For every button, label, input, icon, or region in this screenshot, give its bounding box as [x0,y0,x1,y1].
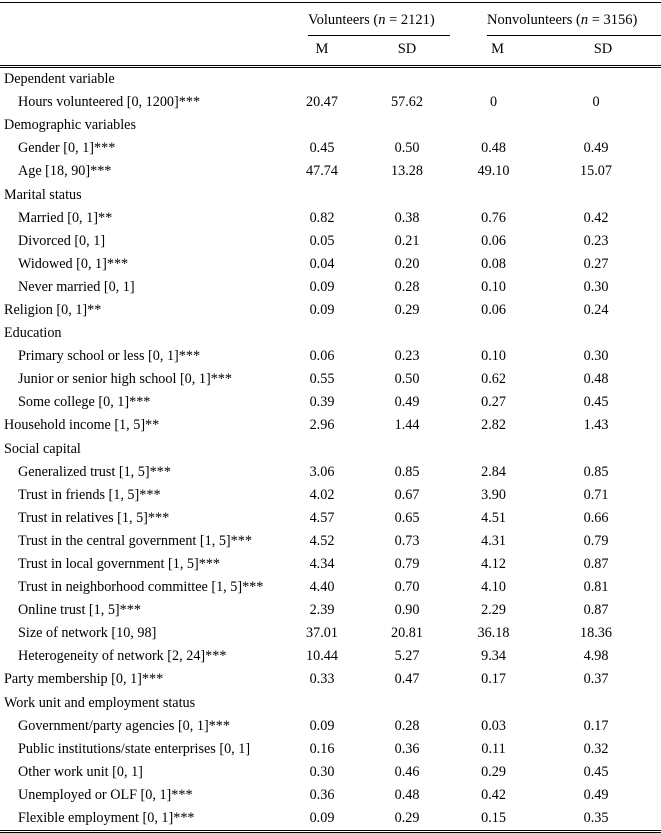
value-cell: 0.05 [309,232,335,249]
value-cell: 0.49 [583,786,609,803]
value-cell: 0.46 [394,763,420,780]
value-cell: 0.39 [309,394,335,411]
value-cell: 0.15 [481,810,506,827]
value-cell: 0.06 [481,232,506,249]
column-header-row [0,36,661,66]
value-cell [280,437,364,460]
row-label: Junior or senior high school [0, 1]*** [18,371,232,388]
table-header [0,3,661,67]
value-cell: 0.06 [481,301,506,318]
section-row [0,437,661,460]
value-cell: 0.65 [394,509,420,526]
value-cell: 0.37 [583,671,609,688]
value-cell [364,183,450,206]
value-cell: 0.70 [394,579,420,596]
section-label: Education [4,325,62,342]
table-row [0,737,661,760]
table-row [0,229,661,252]
value-cell: 4.02 [309,486,335,503]
value-cell: 4.12 [481,556,506,573]
value-cell: 0.81 [583,579,609,596]
value-cell: 15.07 [580,163,612,180]
value-cell: 0.03 [481,717,506,734]
value-cell: 36.18 [477,625,510,642]
row-label: Primary school or less [0, 1]*** [18,348,201,365]
value-cell: 0.16 [309,740,335,757]
value-cell: 0.85 [583,463,609,480]
value-cell [364,114,450,137]
table-body [0,66,661,831]
row-label: Trust in neighborhood committee [1, 5]*** [18,579,264,596]
value-cell: 4.52 [309,532,335,549]
value-cell: 0.42 [481,786,506,803]
value-cell [280,691,364,714]
table-row [0,622,661,645]
value-cell: 0.17 [583,717,609,734]
value-cell: 4.98 [583,648,609,665]
col-header-sd-nonvolunteers: SD [545,36,661,66]
value-cell: 0.47 [394,671,420,688]
value-cell: 0.71 [583,486,609,503]
value-cell: 0.90 [394,602,420,619]
table-row [0,576,661,599]
value-cell: 0.23 [583,232,609,249]
group-header-volunteers [280,3,450,36]
value-cell: 0.50 [394,140,420,157]
value-cell: 4.51 [481,509,506,526]
table-row [0,368,661,391]
row-label: Government/party agencies [0, 1]*** [18,717,230,734]
value-cell: 0.48 [481,140,506,157]
value-cell [450,437,545,460]
value-cell [450,322,545,345]
value-cell: 0.67 [394,486,420,503]
row-label: Other work unit [0, 1] [18,763,143,780]
value-cell: 0.30 [309,763,335,780]
value-cell [545,437,661,460]
value-cell: 0.28 [394,278,420,295]
col-header-m-volunteers: M [280,36,364,66]
value-cell: 0.45 [583,763,609,780]
value-cell: 47.74 [306,163,338,180]
value-cell: 0.79 [394,556,420,573]
value-cell [364,691,450,714]
row-label: Never married [0, 1] [18,278,135,295]
value-cell: 0.23 [394,348,420,365]
table-row [0,645,661,668]
value-cell [545,322,661,345]
value-cell: 0.49 [583,140,609,157]
row-label: Trust in friends [1, 5]*** [18,486,161,503]
value-cell: 0.55 [309,371,335,388]
value-cell: 0.08 [481,255,506,272]
row-label: Household income [1, 5]** [4,417,160,434]
value-cell: 20.47 [306,94,338,111]
table-row [0,807,661,832]
value-cell [450,691,545,714]
value-cell: 0.85 [394,463,420,480]
value-cell: 0.48 [583,371,609,388]
value-cell: 2.82 [481,417,506,434]
row-label: Generalized trust [1, 5]*** [18,463,171,480]
value-cell [545,691,661,714]
table-row [0,784,661,807]
value-cell: 3.90 [481,486,506,503]
table-row [0,160,661,183]
group-label-nonvolunteers [487,12,661,36]
group-label-prefix: Nonvolunteers ( [487,12,581,28]
group-header-row [0,3,661,36]
value-cell: 1.44 [394,417,420,434]
section-row [0,183,661,206]
value-cell: 3.06 [309,463,335,480]
table-row [0,483,661,506]
value-cell: 0.29 [394,301,420,318]
value-cell: 0.27 [481,394,506,411]
value-cell: 0.36 [394,740,420,757]
value-cell: 0.42 [583,209,609,226]
value-cell: 4.40 [309,579,335,596]
value-cell: 0.45 [309,140,335,157]
value-cell: 9.34 [481,648,506,665]
header-spacer [0,36,280,66]
value-cell: 5.27 [394,648,420,665]
value-cell: 0.09 [309,301,335,318]
value-cell: 0.87 [583,602,609,619]
table-row [0,553,661,576]
row-label: Religion [0, 1]** [4,301,102,318]
row-label: Public institutions/state enterprises [0, 1] [18,740,251,757]
value-cell: 0.09 [309,717,335,734]
value-cell: 0.11 [481,740,506,757]
table-row [0,206,661,229]
value-cell: 0.24 [583,301,609,318]
value-cell [545,66,661,91]
value-cell: 0.30 [583,348,609,365]
value-cell: 49.10 [477,163,510,180]
table-row [0,91,661,114]
value-cell: 0.82 [309,209,335,226]
value-cell: 0 [489,94,498,111]
value-cell: 0.73 [394,532,420,549]
value-cell: 0.20 [394,255,420,272]
value-cell: 0.29 [481,763,506,780]
table-row [0,137,661,160]
row-label: Heterogeneity of network [2, 24]*** [18,648,227,665]
table-row [0,299,661,322]
value-cell: 0.66 [583,509,609,526]
value-cell: 57.62 [391,94,423,111]
n-symbol: n [580,12,589,28]
value-cell: 18.36 [580,625,612,642]
value-cell: 0.48 [394,786,420,803]
row-label: Divorced [0, 1] [18,232,106,249]
row-label: Unemployed or OLF [0, 1]*** [18,786,193,803]
row-label: Trust in the central government [1, 5]*** [18,532,252,549]
group-header-nonvolunteers [450,3,661,36]
value-cell: 0.06 [309,348,335,365]
value-cell: 0.38 [394,209,420,226]
row-label: Age [18, 90]*** [18,163,112,180]
group-label-prefix: Volunteers ( [308,12,379,28]
value-cell: 37.01 [306,625,338,642]
value-cell: 0.04 [309,255,335,272]
value-cell: 4.57 [309,509,335,526]
table-row [0,760,661,783]
value-cell: 2.29 [481,602,506,619]
col-header-m-nonvolunteers: M [450,36,545,66]
value-cell [450,183,545,206]
value-cell [545,114,661,137]
section-label: Work unit and employment status [4,694,196,711]
row-label: Widowed [0, 1]*** [18,255,129,272]
section-label: Social capital [4,440,81,457]
value-cell: 0.36 [309,786,335,803]
value-cell: 0.33 [309,671,335,688]
value-cell: 0.10 [481,278,506,295]
table-row [0,506,661,529]
section-row [0,66,661,91]
row-label: Flexible employment [0, 1]*** [18,810,195,827]
value-cell: 0.17 [481,671,506,688]
header-spacer [0,3,280,36]
row-label: Married [0, 1]** [18,209,113,226]
value-cell [280,322,364,345]
value-cell [280,66,364,91]
row-label: Trust in relatives [1, 5]*** [18,509,170,526]
row-label: Trust in local government [1, 5]*** [18,556,221,573]
group-label-count: = 3156) [588,12,638,28]
row-label: Hours volunteered [0, 1200]*** [18,94,201,111]
table-row [0,714,661,737]
value-cell: 0.10 [481,348,506,365]
value-cell: 4.10 [481,579,506,596]
value-cell: 0.28 [394,717,420,734]
value-cell [545,183,661,206]
row-label: Size of network [10, 98] [18,625,157,642]
value-cell: 0.50 [394,371,420,388]
section-row [0,691,661,714]
table-row [0,529,661,552]
value-cell [280,183,364,206]
value-cell: 0.30 [583,278,609,295]
table-row [0,391,661,414]
value-cell: 0.79 [583,532,609,549]
value-cell [364,437,450,460]
value-cell: 2.84 [481,463,506,480]
row-label: Online trust [1, 5]*** [18,602,141,619]
table-row [0,599,661,622]
value-cell: 0.09 [309,278,335,295]
row-label: Some college [0, 1]*** [18,394,151,411]
value-cell: 13.28 [391,163,423,180]
table-row [0,275,661,298]
value-cell: 10.44 [306,648,338,665]
value-cell [364,322,450,345]
value-cell [280,114,364,137]
value-cell: 0.62 [481,371,506,388]
group-label-count: = 2121) [385,12,435,28]
value-cell: 0.87 [583,556,609,573]
section-label: Marital status [4,186,82,203]
row-label: Gender [0, 1]*** [18,140,116,157]
table-row [0,668,661,691]
col-header-sd-volunteers: SD [364,36,450,66]
value-cell: 0.09 [309,810,335,827]
value-cell: 0.29 [394,810,420,827]
value-cell: 4.34 [309,556,335,573]
value-cell: 0.76 [481,209,506,226]
table-row [0,252,661,275]
value-cell: 2.39 [309,602,335,619]
value-cell [450,114,545,137]
value-cell: 20.81 [391,625,423,642]
value-cell: 2.96 [309,417,335,434]
value-cell [364,66,450,91]
row-label: Party membership [0, 1]*** [4,671,164,688]
value-cell: 0.35 [583,810,609,827]
section-row [0,114,661,137]
value-cell: 0.32 [583,740,609,757]
value-cell [450,66,545,91]
group-label-volunteers [308,12,450,36]
value-cell: 0.21 [394,232,420,249]
value-cell: 1.43 [583,417,609,434]
value-cell: 0.27 [583,255,609,272]
table-row [0,414,661,437]
table-row [0,460,661,483]
table-row [0,345,661,368]
value-cell: 4.31 [481,532,506,549]
value-cell: 0 [592,94,600,111]
descriptive-statistics-table [0,2,661,833]
value-cell: 0.49 [394,394,420,411]
section-row [0,322,661,345]
section-label: Demographic variables [4,117,136,134]
section-label: Dependent variable [4,71,115,88]
n-symbol: n [378,12,386,28]
value-cell: 0.45 [583,394,609,411]
